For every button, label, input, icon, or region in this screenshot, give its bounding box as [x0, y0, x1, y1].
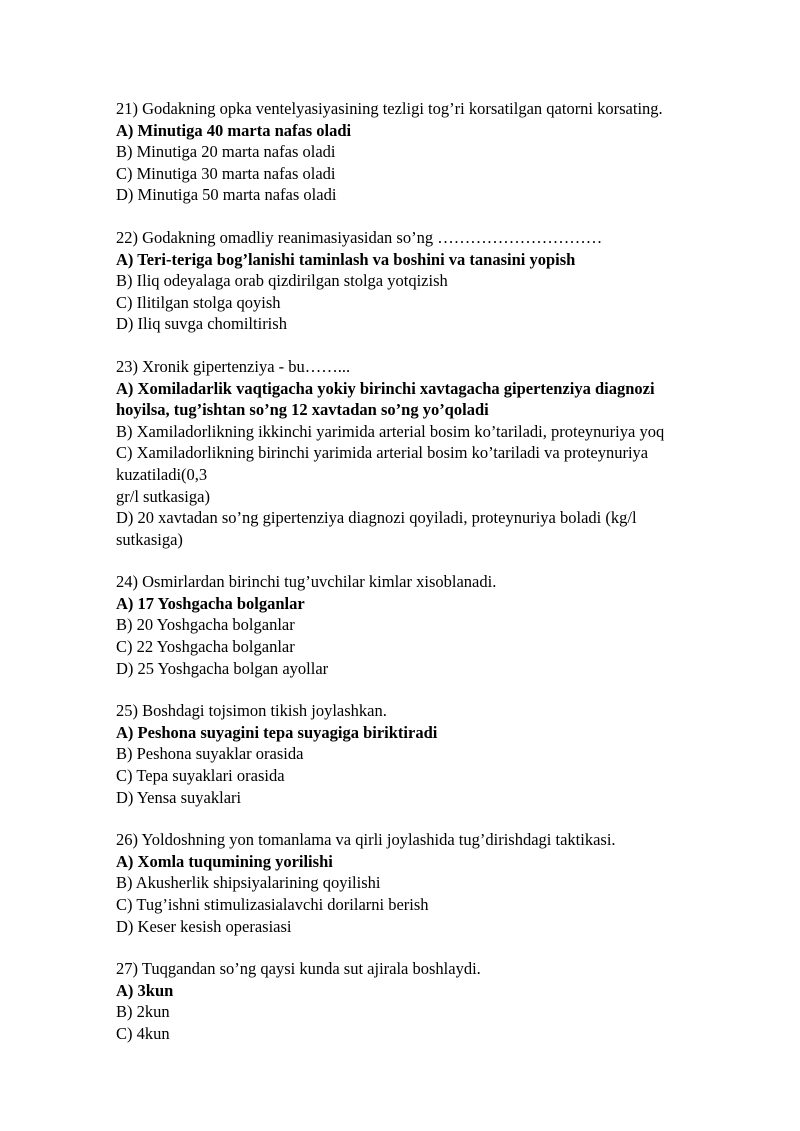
answer-option: B) 20 Yoshgacha bolganlar — [116, 615, 295, 635]
answer-option: C) Minutiga 30 marta nafas oladi — [116, 163, 336, 183]
question-23 — [116, 356, 756, 550]
question-21 — [116, 98, 756, 206]
correct-answer: A) Teri-teriga bog’lanishi taminlash va boshini va tanasini yopish — [116, 249, 576, 269]
question-text: 23) Xronik gipertenziya - bu……... — [116, 356, 351, 376]
correct-answer: A) 3kun — [116, 980, 174, 1000]
question-26 — [116, 829, 756, 937]
correct-answer: A) Peshona suyagini tepa suyagiga biriktiradi — [116, 722, 438, 742]
answer-option: D) 20 xavtadan so’ng gipertenziya diagnozi qoyiladi, proteynuriya boladi (kg/l — [116, 508, 637, 528]
question-text: 22) Godakning omadliy reanimasiyasidan so’ng ………………………… — [116, 227, 603, 247]
answer-option: C) 4kun — [116, 1023, 170, 1043]
answer-option: D) Minutiga 50 marta nafas oladi — [116, 185, 337, 205]
answer-option: C) Ilitilgan stolga qoyish — [116, 292, 281, 312]
question-text: 26) Yoldoshning yon tomanlama va qirli joylashida tug’dirishdagi taktikasi. — [116, 830, 616, 850]
question-22 — [116, 227, 756, 335]
answer-option: B) Xamiladorlikning ikkinchi yarimida arterial bosim ko’tariladi, proteynuriya yoq — [116, 421, 665, 441]
answer-option: D) Keser kesish operasiasi — [116, 916, 292, 936]
answer-option: D) 25 Yoshgacha bolgan ayollar — [116, 658, 329, 678]
question-text: 21) Godakning opka ventelyasiyasining tezligi tog’ri korsatilgan qatorni korsating. — [116, 99, 663, 118]
answer-option: C) Tug’ishni stimulizasialavchi dorilarni berish — [116, 895, 429, 914]
answer-option: B) Iliq odeyalaga orab qizdirilgan stolga yotqizish — [116, 271, 448, 291]
question-27 — [116, 958, 756, 1044]
answer-option: C) 22 Yoshgacha bolganlar — [116, 637, 295, 657]
question-text: 27) Tuqgandan so’ng qaysi kunda sut ajirala boshlaydi. — [116, 959, 481, 979]
question-text: 24) Osmirlardan birinchi tug’uvchilar kimlar xisoblanadi. — [116, 572, 497, 592]
correct-answer: A) Minutiga 40 marta nafas oladi — [116, 120, 352, 140]
question-25 — [116, 700, 756, 808]
correct-answer: A) 17 Yoshgacha bolganlar — [116, 593, 305, 613]
answer-option: B) Minutiga 20 marta nafas oladi — [116, 142, 336, 162]
answer-option-continued: sutkasiga) — [116, 529, 183, 549]
answer-option-continued: gr/l sutkasiga) — [116, 486, 210, 506]
question-24 — [116, 571, 756, 679]
answer-option: D) Yensa suyaklari — [116, 787, 242, 807]
answer-option: D) Iliq suvga chomiltirish — [116, 314, 287, 334]
answer-option-continued: kuzatiladi(0,3 — [116, 464, 208, 484]
answer-option: B) 2kun — [116, 1002, 170, 1022]
question-text: 25) Boshdagi tojsimon tikish joylashkan. — [116, 701, 387, 721]
correct-answer: A) Xomla tuqumining yorilishi — [116, 851, 333, 871]
document-page — [116, 98, 756, 1066]
answer-option: B) Akusherlik shipsiyalarining qoyilishi — [116, 873, 381, 893]
answer-option: C) Tepa suyaklari orasida — [116, 766, 285, 786]
correct-answer-continued: hoyilsa, tug’ishtan so’ng 12 xavtadan so’ng yo’qoladi — [116, 400, 489, 420]
answer-option: C) Xamiladorlikning birinchi yarimida arterial bosim ko’tariladi va proteynuriya — [116, 443, 649, 463]
answer-option: B) Peshona suyaklar orasida — [116, 744, 304, 764]
correct-answer: A) Xomiladarlik vaqtigacha yokiy birinchi xavtagacha gipertenziya diagnozi — [116, 378, 655, 398]
